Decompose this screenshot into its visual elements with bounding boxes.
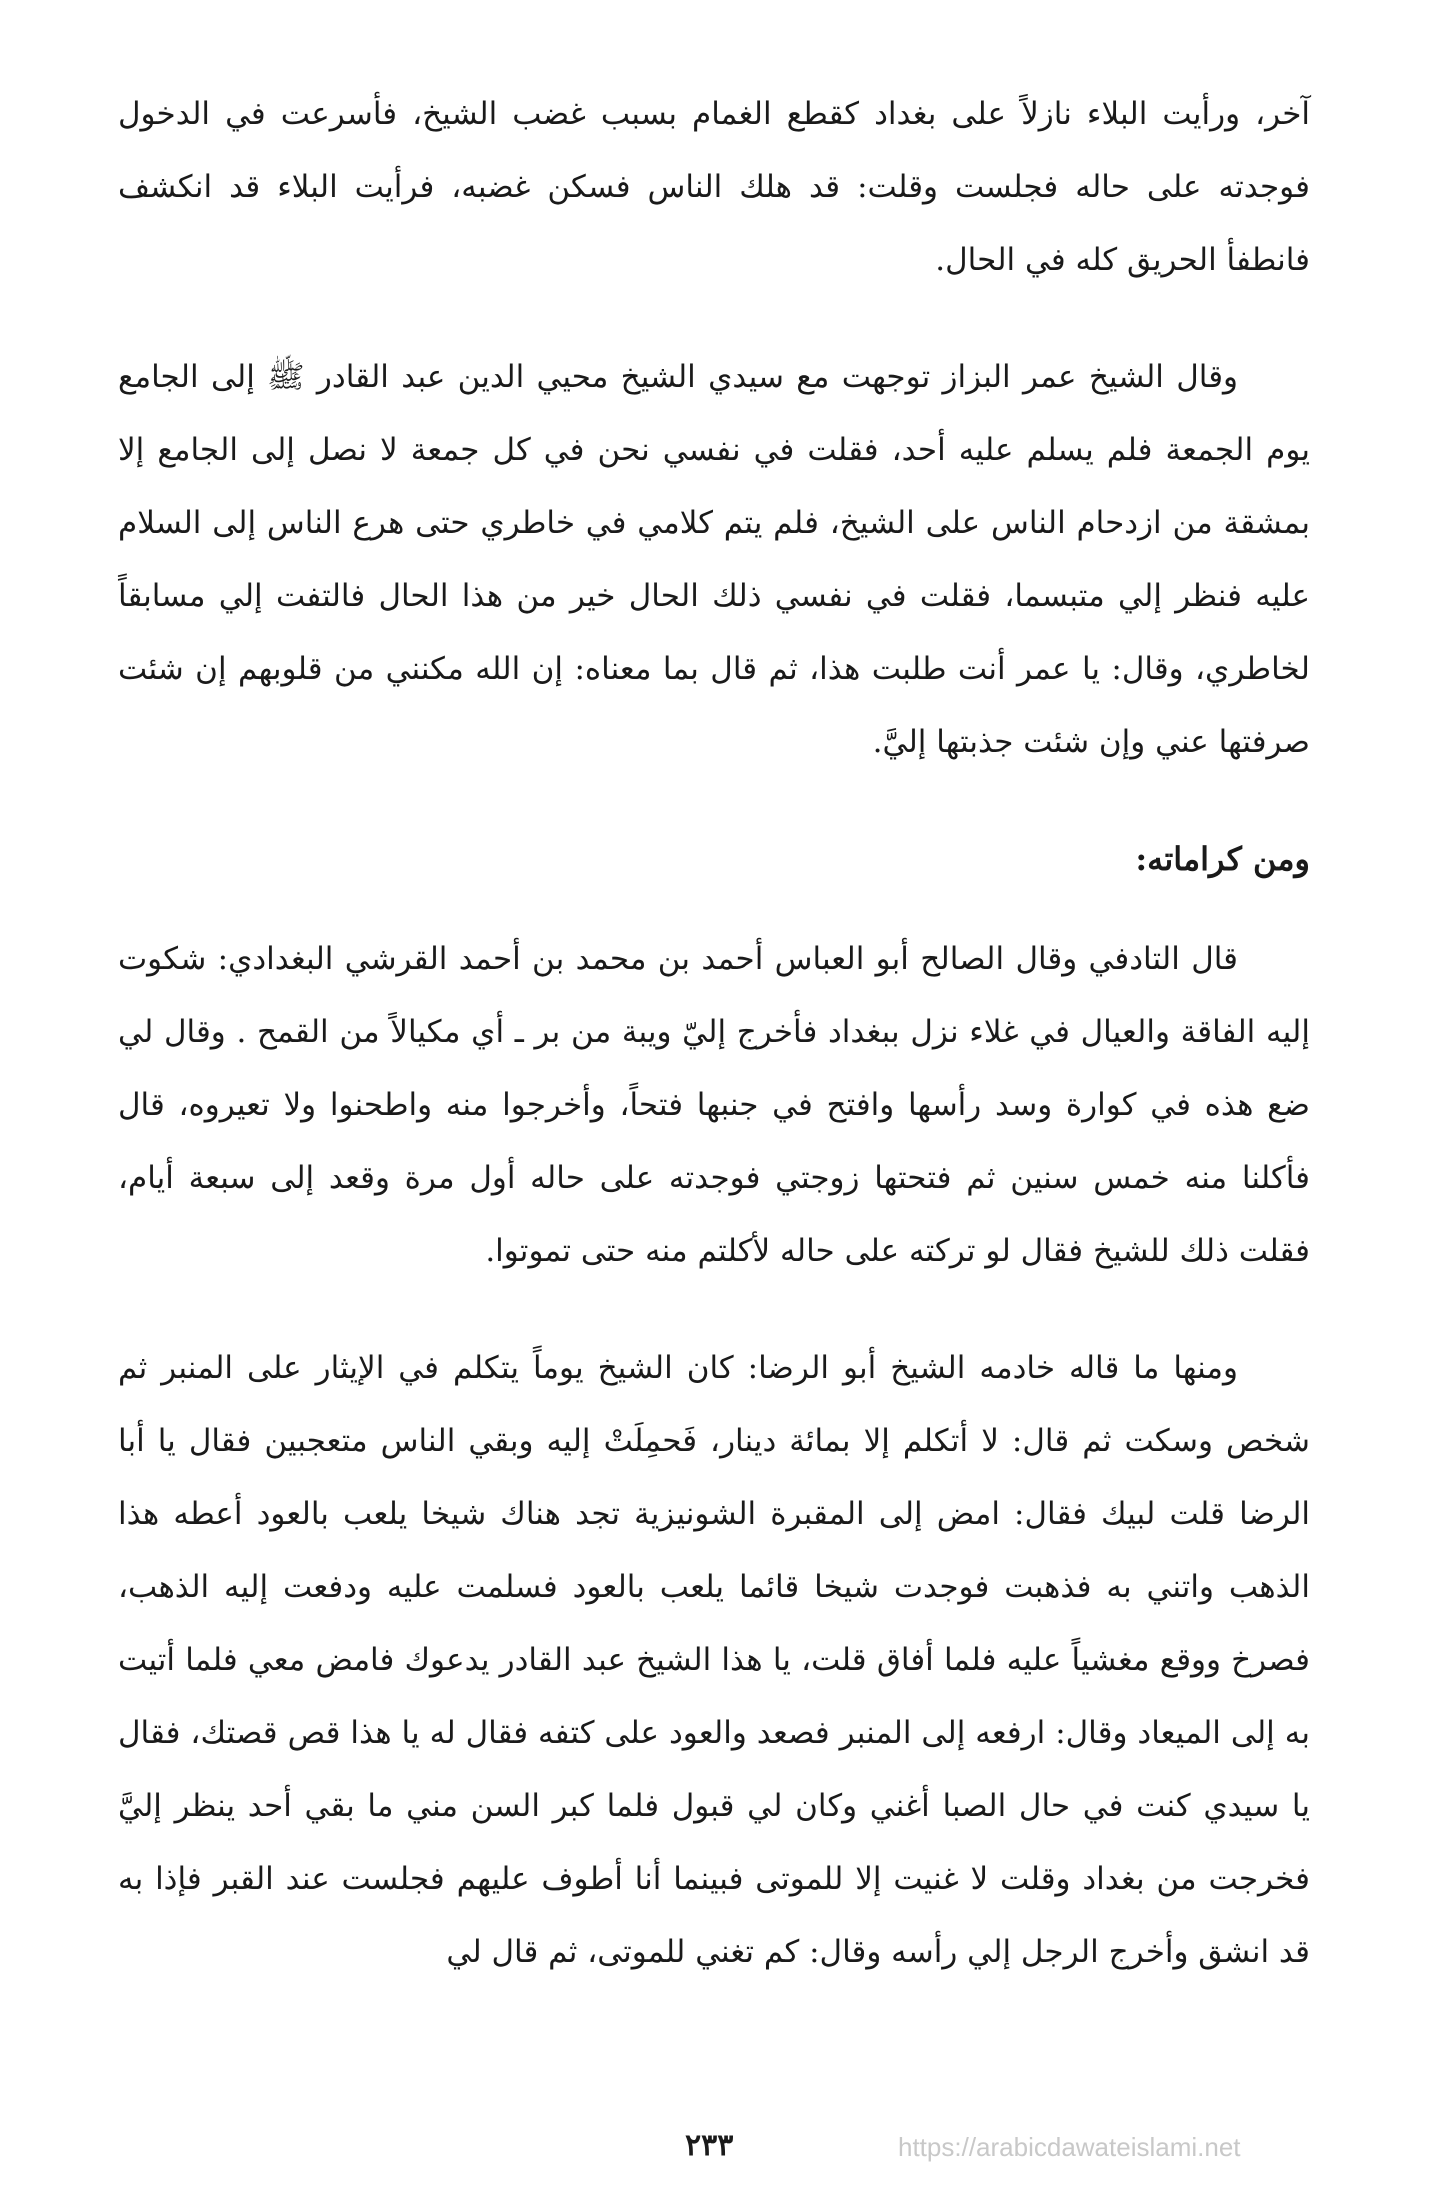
paragraph-2: وقال الشيخ عمر البزاز توجهت مع سيدي الشيخ محيي الدين عبد القادر ﷺ إلى الجامع يوم الجمعة فلم يسلم عليه أحد، فقلت في نفسي نحن في كل جمعة لا نصل إلى الجامع إلا بمشقة من ازدحام الناس على الشيخ، فلم يتم كلامي في خاطري حتى هرع الناس إلى السلام عليه فنظر إلي متبسما، فقلت في نفسي ذلك الحال خير من هذا الحال فالتفت إلي مسابقاً لخاطري، وقال: يا عمر أنت طلبت هذا، ثم قال بما معناه: إن الله مكنني من قلوبهم إن شئت صرفتها عني وإن شئت جذبتها إليَّ. (118, 359, 1310, 760)
paragraph-3: قال التادفي وقال الصالح أبو العباس أحمد بن محمد بن أحمد القرشي البغدادي: شكوت إليه الفاقة والعيال في غلاء نزل ببغداد فأخرج إليّ ويبة من بر ـ أي مكيالاً من القمح . وقال لي ضع هذه في كوارة وسد رأسها وافتح في جنبها فتحاً، وأخرجوا منه واطحنوا ولا تعيروه، قال فأكلنا منه خمس سنين ثم فتحتها زوجتي فوجدته على حاله أول مرة وقعد إلى سبعة أيام، فقلت ذلك للشيخ فقال لو تركته على حاله لأكلتم منه حتى تموتوا. (118, 941, 1310, 1269)
section-heading: ومن كراماته: (1135, 840, 1310, 878)
page-footer (0, 2128, 1454, 2168)
watermark-url: https://arabicdawateislami.net (898, 2132, 1241, 2162)
paragraph-1: آخر، ورأيت البلاء نازلاً على بغداد كقطع الغمام بسبب غضب الشيخ، فأسرعت في الدخول فوجدته على حاله فجلست وقلت: قد هلك الناس فسكن غضبه، فرأيت البلاء قد انكشف فانطفأ الحريق كله في الحال. (118, 96, 1310, 278)
page-number: ٢٣٣ (685, 2128, 734, 2163)
page-body (118, 78, 1310, 2033)
paragraph-4: ومنها ما قاله خادمه الشيخ أبو الرضا: كان الشيخ يوماً يتكلم في الإيثار على المنبر ثم شخص وسكت ثم قال: لا أتكلم إلا بمائة دينار، فَحمِلَتْ إليه وبقي الناس متعجبين فقال يا أبا الرضا قلت لبيك فقال: امض إلى المقبرة الشونيزية تجد هناك شيخا يلعب بالعود أعطه هذا الذهب واتني به فذهبت فوجدت شيخا قائما يلعب بالعود فسلمت عليه ودفعت إليه الذهب، فصرخ ووقع مغشياً عليه فلما أفاق قلت، يا هذا الشيخ عبد القادر يدعوك فامض معي فلما أتيت به إلى الميعاد وقال: ارفعه إلى المنبر فصعد والعود على كتفه فقال له يا هذا قص قصتك، فقال يا سيدي كنت في حال الصبا أغني وكان لي قبول فلما كبر السن مني ما بقي أحد ينظر إليَّ فخرجت من بغداد وقلت لا غنيت إلا للموتى فبينما أنا أطوف عليهم فجلست عند القبر فإذا به قد انشق وأخرج الرجل إلي رأسه وقال: كم تغني للموتى، ثم قال لي (118, 1350, 1310, 1970)
